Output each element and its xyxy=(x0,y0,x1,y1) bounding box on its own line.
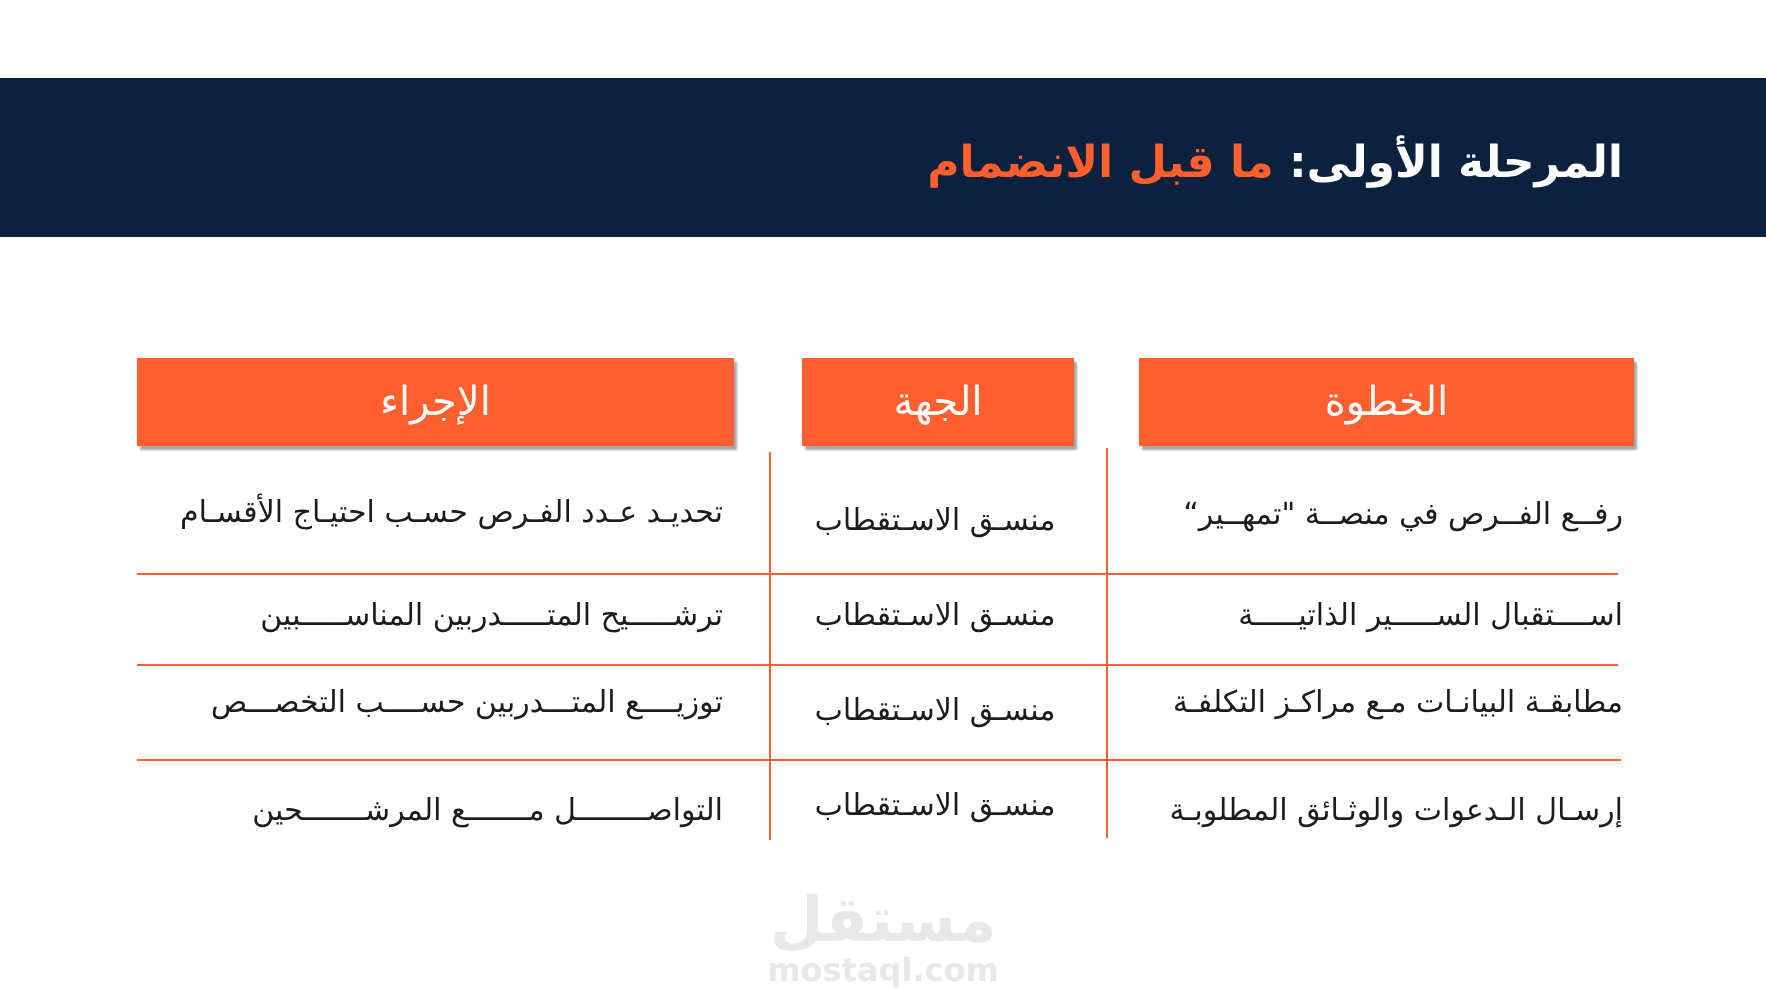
row-divider-1 xyxy=(137,573,1618,575)
page-title-main: المرحلة الأولى: xyxy=(1273,137,1623,188)
table-cell-action: توزيــــع المتـــدربين حســــب التخصـــص xyxy=(210,685,723,720)
page-title-accent: ما قبل الانضمام xyxy=(927,137,1274,188)
table-cell-action: ترشـــــيح المتـــــدربين المناســـــبين xyxy=(260,598,723,633)
table-cell-action: التواصــــــــل مـــــــع المرشـــــــحين xyxy=(252,793,723,828)
table-cell-entity: منسـق الاسـتقطاب xyxy=(814,693,1056,728)
table-cell-step: رفــع الفــرص في منصــة "تمهــير“ xyxy=(1183,497,1623,532)
column-divider-left xyxy=(769,452,771,840)
table-cell-step: مطابقـة البيانـات مـع مراكـز التكلفـة xyxy=(1172,685,1623,720)
row-divider-2 xyxy=(137,664,1618,666)
column-header-action: الإجراء xyxy=(137,358,734,446)
page-title xyxy=(927,128,1623,198)
table-cell-entity: منسـق الاسـتقطاب xyxy=(814,598,1056,633)
mostaql-logo-watermark: مستقل xyxy=(769,883,997,956)
table-cell-action: تحديـد عـدد الفـرص حسـب احتيـاج الأقسـام xyxy=(180,495,723,530)
table-cell-entity: منسـق الاسـتقطاب xyxy=(814,788,1056,823)
table-cell-step: اســــتقبال الســـــير الذاتيـــــة xyxy=(1238,598,1623,633)
row-divider-3 xyxy=(137,759,1621,761)
table-cell-step: إرسـال الـدعوات والوثـائق المطلوبـة xyxy=(1169,793,1623,828)
column-header-entity: الجهة xyxy=(802,358,1074,446)
column-divider-right xyxy=(1106,448,1108,838)
mostaql-url-watermark: mostaql.com xyxy=(767,951,999,989)
table-cell-entity: منسـق الاسـتقطاب xyxy=(814,503,1056,538)
column-header-step: الخطوة xyxy=(1139,358,1634,446)
